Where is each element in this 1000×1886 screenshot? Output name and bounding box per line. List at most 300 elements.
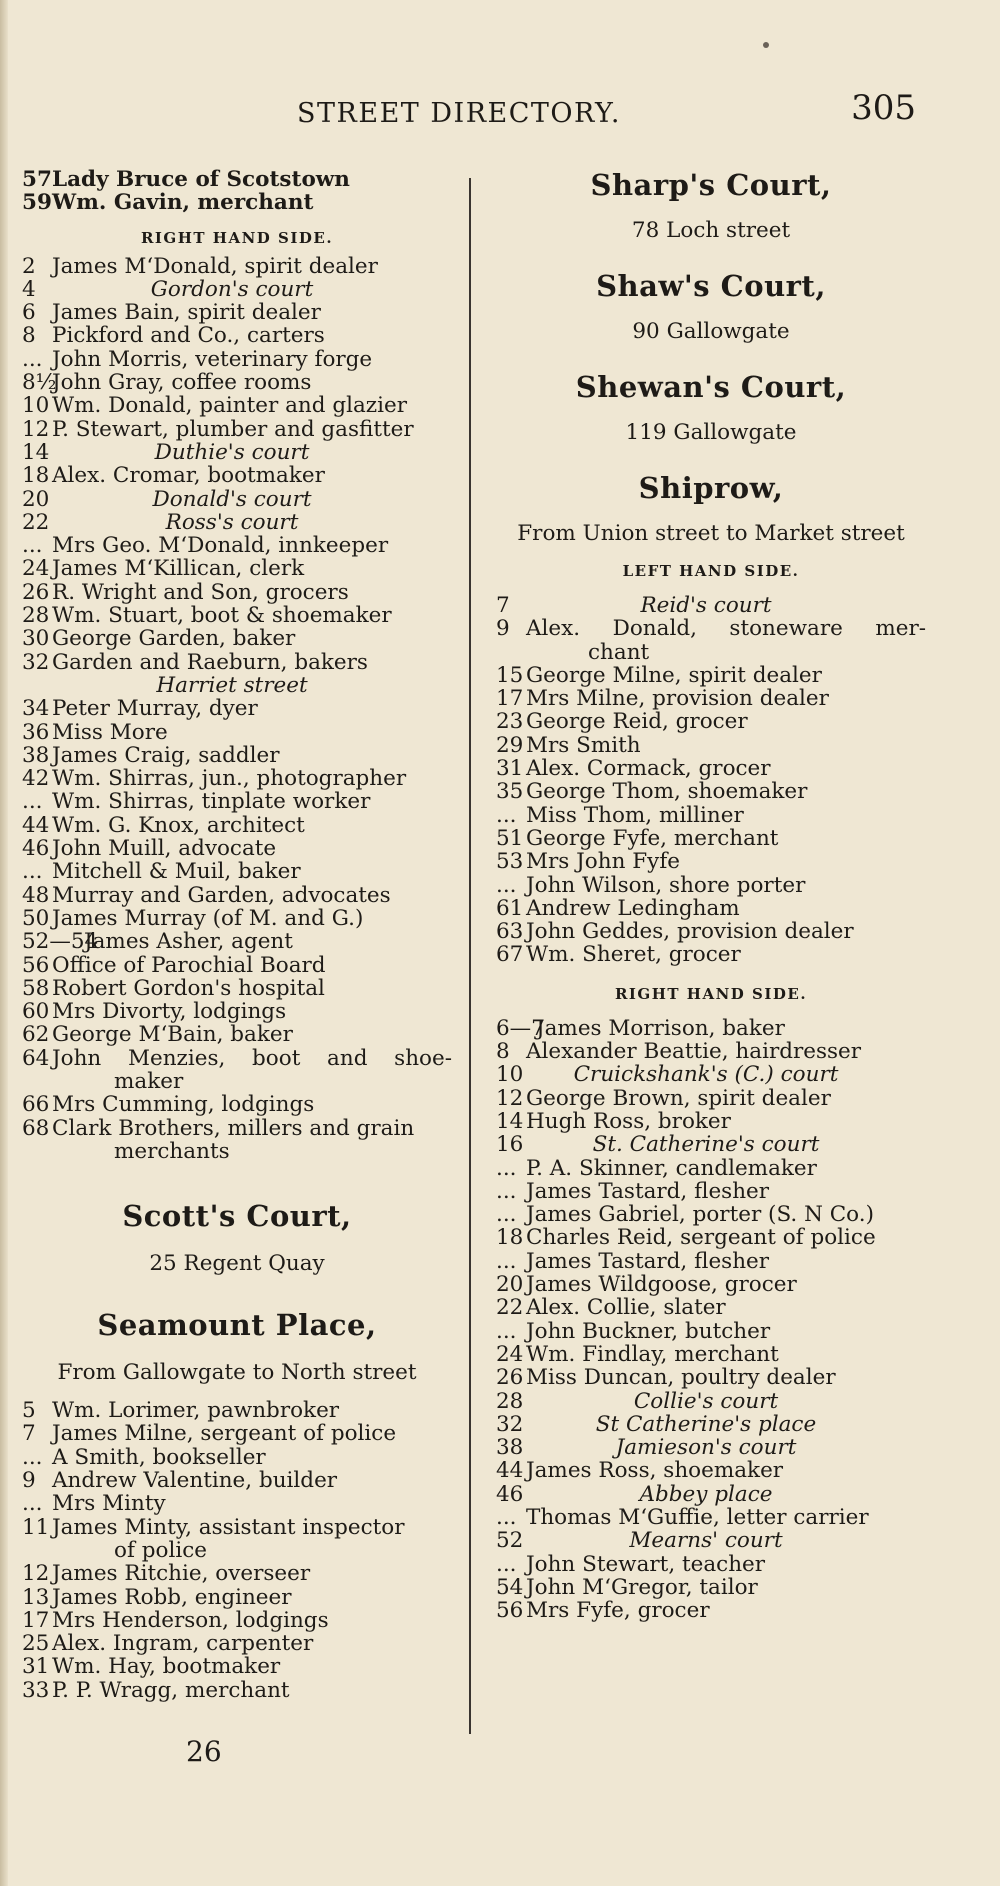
- occupant-name: Mitchell & Muil, baker: [52, 859, 301, 885]
- occupant-name: John Morris, veterinary forge: [52, 346, 373, 372]
- house-number: 44: [22, 812, 50, 838]
- shaws-court-heading: Shaw's Court,: [596, 269, 826, 303]
- directory-entry: [496, 850, 926, 873]
- occupant-name: Robert Gordon's hospital: [52, 975, 325, 1001]
- directory-entry: [22, 1422, 452, 1445]
- directory-entry: [22, 814, 452, 837]
- house-number: 18: [496, 1225, 524, 1251]
- occupant-name: John M‘Gregor, tailor: [526, 1574, 758, 1600]
- court-entry: [22, 488, 452, 511]
- directory-entry: [22, 1000, 452, 1023]
- house-number: 20: [22, 486, 50, 512]
- house-number: 15: [496, 662, 524, 688]
- house-number: 12: [22, 1561, 50, 1587]
- court-name: Ross's court: [165, 509, 299, 535]
- occupant-name: Mrs Fyfe, grocer: [526, 1598, 710, 1624]
- sharps-court-heading: Sharp's Court,: [590, 168, 832, 202]
- house-number: 32: [496, 1411, 524, 1437]
- occupant-name: Peter Murray, dyer: [52, 696, 258, 722]
- house-number: 36: [22, 719, 50, 745]
- directory-entry: [22, 534, 452, 557]
- court-entry: [496, 1529, 926, 1552]
- house-number: 12: [496, 1085, 524, 1111]
- court-name: Collie's court: [633, 1388, 779, 1414]
- occupant-name: Mrs Milne, provision dealer: [526, 686, 829, 712]
- directory-entry: [22, 721, 452, 744]
- occupant-name: Lady Bruce of Scotstown: [52, 167, 350, 192]
- occupant-name: Wm. G. Knox, architect: [52, 812, 305, 838]
- directory-entry: [496, 687, 926, 710]
- directory-entry: [22, 1586, 452, 1609]
- left-top-entries: [22, 168, 452, 215]
- occupant-name: Alex. Cormack, grocer: [526, 756, 771, 782]
- occupant-name: Wm. Lorimer, pawnbroker: [52, 1398, 340, 1424]
- directory-entry: [496, 1017, 926, 1040]
- occupant-name: John Menzies, boot and shoe-: [52, 1045, 452, 1071]
- directory-entry: [22, 884, 452, 907]
- house-number: ...: [496, 1202, 517, 1228]
- directory-entry: [496, 757, 926, 780]
- court-entry: [22, 674, 452, 697]
- house-number: 62: [22, 1022, 50, 1048]
- directory-entry: [22, 1492, 452, 1515]
- directory-entry: [496, 1110, 926, 1133]
- house-number: 24: [496, 1341, 524, 1367]
- occupant-name: George Brown, spirit dealer: [526, 1085, 831, 1111]
- house-number: 53: [496, 849, 524, 875]
- directory-entry: [496, 710, 926, 733]
- scotts-court-sub: 25 Regent Quay: [149, 1251, 325, 1277]
- occupant-name: Andrew Valentine, builder: [52, 1468, 338, 1494]
- directory-entry: [496, 1087, 926, 1110]
- directory-entry: [22, 581, 452, 604]
- house-number: 58: [22, 975, 50, 1001]
- court-name: Jamieson's court: [615, 1435, 797, 1461]
- house-number: 54: [496, 1574, 524, 1600]
- occupant-name: Mrs Geo. M‘Donald, innkeeper: [52, 533, 389, 559]
- occupant-name: James Gabriel, porter (S. N Co.): [526, 1202, 874, 1228]
- directory-entry: [22, 837, 452, 860]
- occupant-name: John Gray, coffee rooms: [52, 370, 312, 396]
- court-name: Donald's court: [152, 486, 312, 512]
- ink-speck: [763, 42, 769, 48]
- court-entry: [496, 1390, 926, 1413]
- occupant-name: Charles Reid, sergeant of police: [526, 1225, 876, 1251]
- house-number: 38: [496, 1435, 524, 1461]
- house-number: 8½: [22, 370, 57, 396]
- directory-entry: [22, 1399, 452, 1422]
- house-number: 23: [496, 709, 524, 735]
- directory-entry: [496, 1366, 926, 1389]
- directory-entry: [496, 780, 926, 803]
- occupant-name: Alex. Donald, stoneware mer-: [526, 616, 926, 642]
- directory-entry: [22, 930, 452, 953]
- occupant-name: John Geddes, provision dealer: [526, 919, 854, 945]
- directory-entry: [496, 1040, 926, 1063]
- directory-entry: [22, 907, 452, 930]
- directory-entry: [22, 191, 452, 214]
- occupant-name: James Wildgoose, grocer: [526, 1272, 797, 1298]
- signature-number: 26: [186, 1735, 222, 1768]
- directory-entry: [22, 301, 452, 324]
- occupant-name: Office of Parochial Board: [52, 952, 326, 978]
- directory-entry: [22, 1655, 452, 1678]
- occupant-name: James Tastard, flesher: [526, 1178, 770, 1204]
- house-number: 4: [22, 276, 36, 302]
- occupant-name: P. Stewart, plumber and gasfitter: [52, 416, 414, 442]
- occupant-name: James Ross, shoemaker: [526, 1458, 784, 1484]
- directory-entry: [22, 1117, 452, 1140]
- directory-entry: [496, 1203, 926, 1226]
- house-number: 35: [496, 779, 524, 805]
- directory-entry: [22, 697, 452, 720]
- occupant-name: John Stewart, teacher: [526, 1551, 766, 1577]
- directory-entry: [22, 651, 452, 674]
- right-hand-side-label: RIGHT HAND SIDE.: [140, 228, 334, 247]
- court-entry: [496, 1483, 926, 1506]
- court-entry: [496, 1413, 926, 1436]
- court-entry: [22, 441, 452, 464]
- court-entry: [496, 1133, 926, 1156]
- directory-entry: [496, 920, 926, 943]
- house-number: 46: [22, 836, 50, 862]
- house-number: 6: [22, 300, 36, 326]
- house-number: 30: [22, 626, 50, 652]
- house-number: 10: [22, 393, 50, 419]
- house-number: 50: [22, 905, 50, 931]
- occupant-name: Mrs John Fyfe: [526, 849, 680, 875]
- house-number: 63: [496, 919, 524, 945]
- occupant-name: George Garden, baker: [52, 626, 296, 652]
- directory-entry: [22, 394, 452, 417]
- occupant-name: Mrs Minty: [52, 1491, 166, 1517]
- directory-entry: [22, 1632, 452, 1655]
- occupant-name: Wm. Donald, painter and glazier: [52, 393, 408, 419]
- court-entry: [22, 278, 452, 301]
- occupant-name: James Tastard, flesher: [526, 1248, 770, 1274]
- house-number: 14: [22, 439, 50, 465]
- house-number: ...: [496, 1504, 517, 1530]
- court-entry: [496, 1436, 926, 1459]
- directory-entry: [496, 1320, 926, 1343]
- occupant-name: James Craig, saddler: [52, 742, 280, 768]
- column-divider: [469, 178, 471, 1734]
- house-number: 22: [496, 1295, 524, 1321]
- directory-entry: [496, 1157, 926, 1180]
- occupant-name: Mrs Divorty, lodgings: [52, 999, 287, 1025]
- house-number: 5: [22, 1398, 36, 1424]
- occupant-name: George M‘Bain, baker: [52, 1022, 293, 1048]
- court-name: Reid's court: [640, 593, 772, 618]
- entry-continuation: maker: [114, 1068, 184, 1094]
- directory-entry: [22, 744, 452, 767]
- occupant-name: John Wilson, shore porter: [526, 872, 806, 898]
- house-number: ...: [22, 859, 43, 885]
- occupant-name: George Thom, shoemaker: [526, 779, 808, 805]
- directory-entry: [496, 1506, 926, 1529]
- house-number: 31: [496, 756, 524, 782]
- occupant-name: Mrs Smith: [526, 732, 641, 758]
- house-number: 12: [22, 416, 50, 442]
- house-number: 9: [496, 616, 510, 642]
- court-name: Mearns' court: [629, 1528, 783, 1554]
- house-number: ...: [496, 802, 517, 828]
- occupant-name: P. P. Wragg, merchant: [52, 1677, 290, 1703]
- house-number: 16: [496, 1132, 524, 1158]
- directory-entry: [22, 767, 452, 790]
- directory-entry: [496, 1226, 926, 1249]
- house-number: ...: [496, 1318, 517, 1344]
- directory-entry: [22, 860, 452, 883]
- house-number: 31: [22, 1654, 50, 1680]
- house-number: 51: [496, 825, 524, 851]
- house-number: 34: [22, 696, 50, 722]
- directory-entry: [22, 954, 452, 977]
- directory-entry: [496, 1576, 926, 1599]
- occupant-name: Garden and Raeburn, bakers: [52, 649, 368, 675]
- court-name: St Catherine's place: [595, 1411, 817, 1437]
- house-number: 17: [496, 686, 524, 712]
- occupant-name: John Muill, advocate: [52, 836, 277, 862]
- occupant-name: Wm. Shirras, jun., photographer: [52, 766, 407, 792]
- court-name: St. Catherine's court: [592, 1132, 820, 1158]
- occupant-name: George Reid, grocer: [526, 709, 748, 735]
- directory-entry: [22, 1023, 452, 1046]
- running-head: STREET DIRECTORY.: [297, 98, 621, 129]
- seamount-place-sub: From Gallowgate to North street: [57, 1360, 417, 1386]
- directory-entry: [22, 790, 452, 813]
- house-number: 14: [496, 1108, 524, 1134]
- house-number: 61: [496, 895, 524, 921]
- occupant-name: James Asher, agent: [84, 929, 293, 955]
- occupant-name: Alex. Collie, slater: [526, 1295, 726, 1321]
- house-number: 26: [496, 1365, 524, 1391]
- house-number: 59: [22, 190, 52, 216]
- occupant-name: George Milne, spirit dealer: [526, 662, 822, 688]
- directory-entry: [496, 734, 926, 757]
- house-number: 44: [496, 1458, 524, 1484]
- entry-continuation: chant: [588, 639, 650, 665]
- house-number: 67: [496, 942, 524, 968]
- house-number: 56: [496, 1598, 524, 1624]
- occupant-name: James M‘Killican, clerk: [52, 556, 305, 582]
- directory-entry: [22, 255, 452, 278]
- house-number: 56: [22, 952, 50, 978]
- house-number: 32: [22, 649, 50, 675]
- occupant-name: James Ritchie, overseer: [52, 1561, 311, 1587]
- occupant-name: James Murray (of M. and G.): [52, 905, 364, 931]
- house-number: 6—7: [496, 1015, 545, 1041]
- entry-continuation: merchants: [114, 1138, 230, 1164]
- directory-entry: [496, 1273, 926, 1296]
- directory-entry: [22, 977, 452, 1000]
- occupant-name: R. Wright and Son, grocers: [52, 579, 349, 605]
- entry-continuation: of police: [114, 1537, 207, 1563]
- court-entry: [22, 511, 452, 534]
- directory-entry: [22, 1516, 452, 1539]
- occupant-name: James Bain, spirit dealer: [52, 300, 321, 326]
- court-name: Abbey place: [639, 1481, 773, 1507]
- house-number: 52—54: [22, 929, 99, 955]
- house-number: ...: [496, 1178, 517, 1204]
- occupant-name: John Buckner, butcher: [526, 1318, 771, 1344]
- house-number: 18: [22, 463, 50, 489]
- shiprow-left-entries: [496, 594, 926, 967]
- occupant-name: Alex. Cromar, bootmaker: [52, 463, 325, 489]
- house-number: 25: [22, 1631, 50, 1657]
- house-number: 24: [22, 556, 50, 582]
- occupant-name: George Fyfe, merchant: [526, 825, 779, 851]
- house-number: 7: [22, 1421, 36, 1447]
- directory-entry: [496, 1553, 926, 1576]
- house-number: 28: [22, 603, 50, 629]
- court-name: Gordon's court: [150, 276, 314, 302]
- occupant-name: Wm. Stuart, boot & shoemaker: [52, 603, 392, 629]
- house-number: 9: [22, 1468, 36, 1494]
- directory-entry: [496, 827, 926, 850]
- house-number: 10: [496, 1062, 524, 1088]
- house-number: 2: [22, 253, 36, 279]
- house-number: 42: [22, 766, 50, 792]
- directory-entry: [22, 1446, 452, 1469]
- occupant-name: Wm. Sheret, grocer: [526, 942, 741, 968]
- occupant-name: James Morrison, baker: [536, 1015, 785, 1041]
- left-right-entries: [22, 255, 452, 1164]
- house-number: 22: [22, 509, 50, 535]
- occupant-name: Wm. Hay, bootmaker: [52, 1654, 281, 1680]
- directory-entry: [22, 1093, 452, 1116]
- house-number: ...: [22, 1444, 43, 1470]
- occupant-name: Alexander Beattie, hairdresser: [526, 1039, 862, 1065]
- seamount-entries: [22, 1399, 452, 1702]
- house-number: 68: [22, 1115, 50, 1141]
- house-number: 8: [22, 323, 36, 349]
- house-number: 17: [22, 1607, 50, 1633]
- house-number: 57: [22, 167, 52, 192]
- house-number: 7: [496, 593, 510, 618]
- occupant-name: James M‘Donald, spirit dealer: [52, 253, 378, 279]
- occupant-name: Andrew Ledingham: [526, 895, 740, 921]
- directory-entry: [22, 557, 452, 580]
- directory-entry: [22, 371, 452, 394]
- scotts-court-heading: Scott's Court,: [122, 1199, 352, 1234]
- directory-entry: [496, 1296, 926, 1319]
- directory-entry: [22, 348, 452, 371]
- shiprow-sub: From Union street to Market street: [517, 521, 905, 546]
- page-edge: [0, 0, 8, 1886]
- house-number: 46: [496, 1481, 524, 1507]
- left-column: [22, 168, 452, 1702]
- house-number: 64: [22, 1045, 50, 1071]
- directory-entry: [22, 324, 452, 347]
- occupant-name: Murray and Garden, advocates: [52, 882, 391, 908]
- house-number: ...: [22, 789, 43, 815]
- directory-entry: [496, 1599, 926, 1622]
- house-number: ...: [22, 346, 43, 372]
- directory-entry: [496, 617, 926, 640]
- house-number: ...: [496, 1155, 517, 1181]
- directory-entry: [496, 804, 926, 827]
- occupant-name: Wm. Findlay, merchant: [526, 1341, 779, 1367]
- directory-entry: [22, 1469, 452, 1492]
- house-number: ...: [496, 1551, 517, 1577]
- house-number: 38: [22, 742, 50, 768]
- directory-entry: [496, 1343, 926, 1366]
- house-number: 13: [22, 1584, 50, 1610]
- directory-entry: [22, 627, 452, 650]
- occupant-name: Miss More: [52, 719, 168, 745]
- page-number: 305: [851, 88, 916, 128]
- occupant-name: Wm. Shirras, tinplate worker: [52, 789, 371, 815]
- sharps-court-sub: 78 Loch street: [631, 218, 791, 243]
- directory-entry: [22, 1609, 452, 1632]
- shaws-court-sub: 90 Gallowgate: [632, 319, 790, 344]
- court-name: Duthie's court: [154, 439, 310, 465]
- occupant-name: A Smith, bookseller: [52, 1444, 266, 1470]
- directory-entry: [496, 1250, 926, 1273]
- occupant-name: Clark Brothers, millers and grain: [52, 1115, 415, 1141]
- house-number: ...: [496, 872, 517, 898]
- house-number: 60: [22, 999, 50, 1025]
- occupant-name: Miss Thom, milliner: [526, 802, 744, 828]
- right-column: [496, 168, 926, 1622]
- shewans-court-heading: Shewan's Court,: [575, 370, 847, 404]
- shiprow-heading: Shiprow,: [638, 471, 784, 505]
- occupant-name: James Minty, assistant inspector: [52, 1514, 405, 1540]
- house-number: 66: [22, 1092, 50, 1118]
- house-number: 28: [496, 1388, 524, 1414]
- shiprow-right-entries: [496, 1017, 926, 1623]
- occupant-name: Mrs Cumming, lodgings: [52, 1092, 315, 1118]
- directory-entry: [496, 874, 926, 897]
- directory-entry: [22, 418, 452, 441]
- directory-entry: [496, 664, 926, 687]
- house-number: ...: [22, 1491, 43, 1517]
- house-number: 20: [496, 1272, 524, 1298]
- house-number: 26: [22, 579, 50, 605]
- directory-entry: [22, 168, 452, 191]
- occupant-name: Hugh Ross, broker: [526, 1108, 731, 1134]
- court-entry: [496, 594, 926, 617]
- occupant-name: Pickford and Co., carters: [52, 323, 325, 349]
- court-name: Harriet street: [156, 672, 308, 698]
- occupant-name: Miss Duncan, poultry dealer: [526, 1365, 836, 1391]
- house-number: 52: [496, 1528, 524, 1554]
- house-number: [22, 674, 52, 697]
- directory-entry: [496, 1180, 926, 1203]
- occupant-name: Alex. Ingram, carpenter: [52, 1631, 314, 1657]
- occupant-name: James Milne, sergeant of police: [52, 1421, 397, 1447]
- house-number: 29: [496, 732, 524, 758]
- occupant-name: Wm. Gavin, merchant: [52, 190, 314, 216]
- house-number: 48: [22, 882, 50, 908]
- court-entry: [496, 1063, 926, 1086]
- directory-entry: [22, 1679, 452, 1702]
- occupant-name: P. A. Skinner, candlemaker: [526, 1155, 817, 1181]
- house-number: 8: [496, 1039, 510, 1065]
- occupant-name: James Robb, engineer: [52, 1584, 292, 1610]
- seamount-place-heading: Seamount Place,: [97, 1308, 377, 1343]
- directory-entry: [496, 943, 926, 966]
- directory-entry: [496, 1459, 926, 1482]
- directory-entry: [22, 1562, 452, 1585]
- house-number: 11: [22, 1514, 50, 1540]
- court-name: Cruickshank's (C.) court: [573, 1062, 839, 1088]
- directory-entry: [22, 1047, 452, 1070]
- house-number: ...: [496, 1248, 517, 1274]
- directory-entry: [22, 604, 452, 627]
- directory-entry: [22, 464, 452, 487]
